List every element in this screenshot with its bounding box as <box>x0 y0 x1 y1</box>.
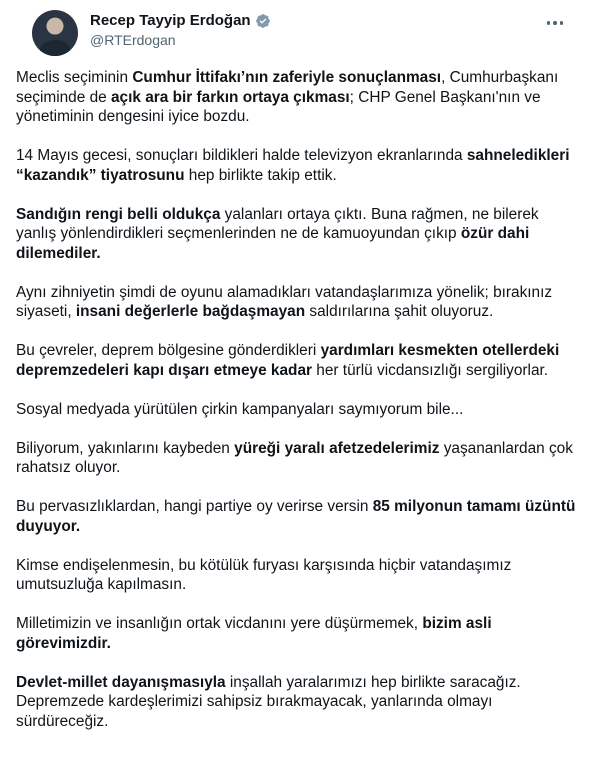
text-segment: ; CHP Genel Başkanı'nın ve yönetiminin dengesini iyice bozdu. <box>16 88 541 125</box>
tweet-text <box>16 68 581 751</box>
bold-text-segment: insani değerlerle bağdaşmayan <box>75 303 306 320</box>
text-segment: , Cumhurbaşkanı seçiminde de <box>16 69 559 106</box>
bold-text-segment: yüreği yaralı afetzedelerimiz <box>234 439 440 457</box>
text-segment: Sosyal medyada yürütülen çirkin kampanyaları saymıyorum bile... <box>16 400 464 418</box>
tweet-paragraph <box>16 400 581 420</box>
bold-text-segment: Sandığın rengi belli oldukça <box>16 205 221 223</box>
author-display-name[interactable]: Recep Tayyip Erdoğan <box>90 12 251 29</box>
text-segment: inşallah yaralarımızı hep birlikte saracağız. Depremzede kardeşlerimizi sahipsiz bırakmayacak, yanlarında olmayı sürdüreceğiz. <box>16 673 521 730</box>
text-segment: Bu çevreler, deprem bölgesine gönderdikleri <box>16 342 321 359</box>
text-segment: Milletimizin ve insanlığın ortak vicdanını yere düşürmemek, <box>16 615 423 632</box>
text-segment: yaşananlardan çok rahatsız oluyor. <box>16 439 573 476</box>
bold-text-segment: Cumhur İttifakı’nın zaferiyle sonuçlanması <box>132 69 442 86</box>
text-segment: Kimse endişelenmesin, bu kötülük furyası karşısında hiçbir vatandaşımız umutsuzluğa kapılmasın. <box>16 556 512 593</box>
author-handle[interactable]: @RTErdogan <box>90 32 176 48</box>
tweet-paragraph <box>16 439 581 478</box>
text-segment: yalanları ortaya çıktı. Buna rağmen, ne bilerek yanlış yönlendirdikleri seçmenlerinden ne de kamuoyundan çıkıp <box>16 205 539 242</box>
text-segment: Bu pervasızlıklardan, hangi partiye oy verirse versin <box>16 498 373 515</box>
bold-text-segment: Devlet-millet dayanışmasıyla <box>16 673 226 691</box>
verified-badge-icon <box>255 13 271 29</box>
author-name-row <box>90 12 271 29</box>
tweet-paragraph <box>16 614 581 653</box>
bold-text-segment: yardımları kesmekten otellerdeki depremzedeleri kapı dışarı etmeye kadar <box>16 342 560 379</box>
text-segment: Meclis seçiminin <box>16 69 133 86</box>
bold-text-segment: 85 milyonun tamamı üzüntü duyuyor. <box>16 498 576 535</box>
tweet-paragraph <box>16 341 581 380</box>
tweet-paragraph <box>16 556 581 595</box>
text-segment: Aynı zihniyetin şimdi de oyunu alamadıkları vatandaşlarımıza yönelik; bırakınız siyaseti, <box>16 283 553 320</box>
tweet-paragraph <box>16 68 581 127</box>
text-segment: her türlü vicdansızlığı sergiliyorlar. <box>312 361 549 379</box>
tweet-paragraph <box>16 205 581 264</box>
tweet-paragraph <box>16 283 581 322</box>
text-segment: 14 Mayıs gecesi, sonuçları bildikleri halde televizyon ekranlarında <box>16 147 467 164</box>
text-segment: Biliyorum, yakınlarını kaybeden <box>16 439 235 457</box>
text-segment: hep birlikte takip ettik. <box>184 166 337 184</box>
tweet-paragraph <box>16 673 581 732</box>
avatar[interactable] <box>32 10 78 56</box>
bold-text-segment: sahneledikleri “kazandık” tiyatrosunu <box>16 147 570 184</box>
tweet-paragraph <box>16 146 581 185</box>
bold-text-segment: bizim asli görevimizdir. <box>16 615 492 652</box>
tweet-header <box>16 0 584 66</box>
bold-text-segment: özür dahi dilemediler. <box>16 225 530 262</box>
more-options-icon[interactable] <box>542 10 568 36</box>
bold-text-segment: açık ara bir farkın ortaya çıkması <box>110 88 350 106</box>
tweet-paragraph <box>16 497 581 536</box>
text-segment: saldırılarına şahit oluyoruz. <box>305 303 494 320</box>
